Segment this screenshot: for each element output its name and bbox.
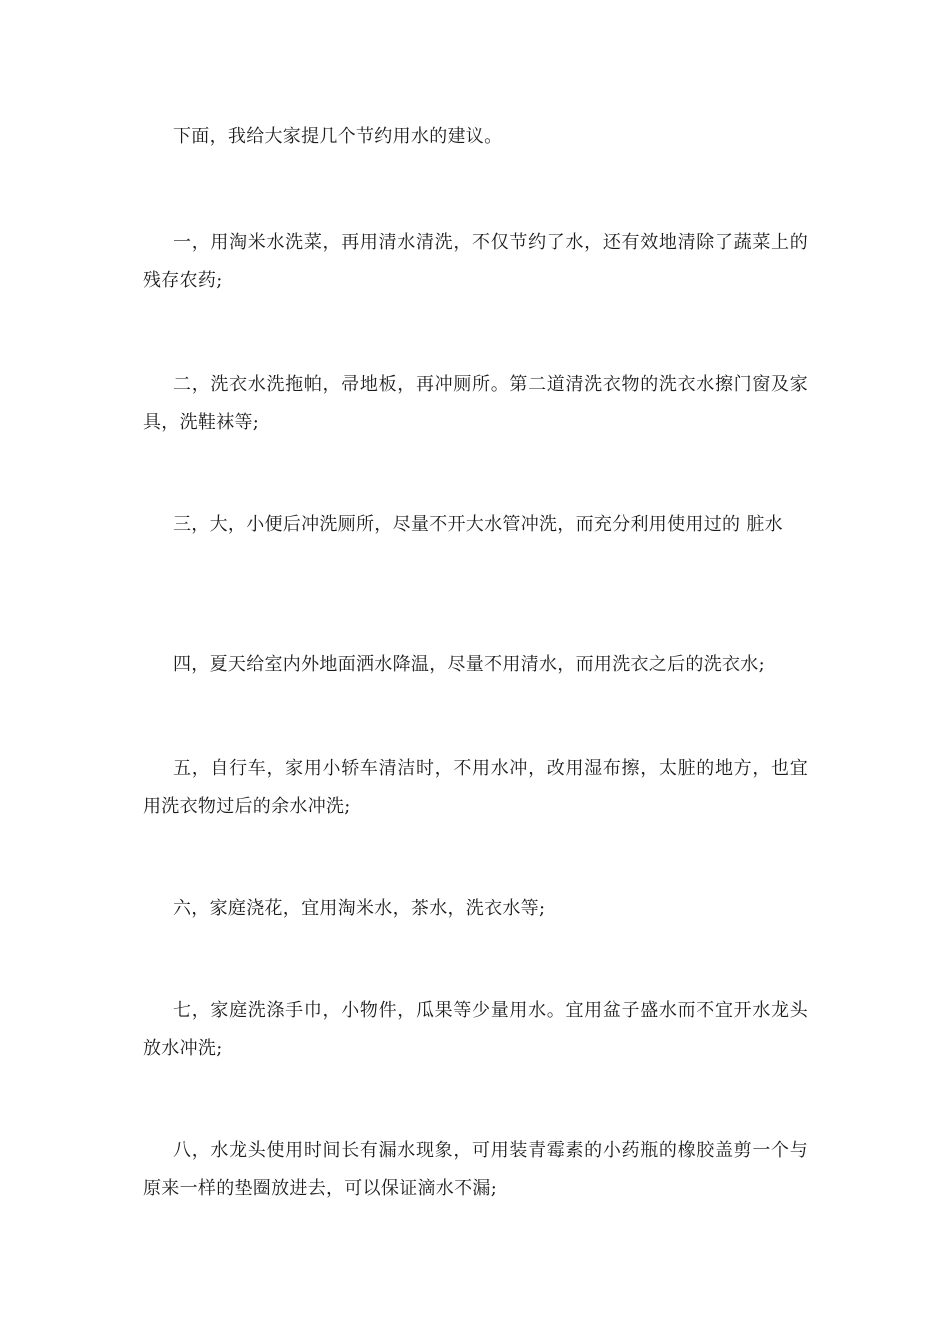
suggestion-3-paragraph: 三，大，小便后冲洗厕所，尽量不开大水管冲洗，而充分利用使用过的 脏水 xyxy=(173,514,783,535)
intro-paragraph: 下面，我给大家提几个节约用水的建议。 xyxy=(173,126,503,147)
suggestion-8-paragraph: 八，水龙头使用时间长有漏水现象，可用装青霉素的小药瓶的橡胶盖剪一个与原来一样的垫圈放进去，可以保证滴水不漏; xyxy=(143,1140,808,1199)
suggestion-4-paragraph: 四，夏天给室内外地面洒水降温，尽量不用清水，而用洗衣之后的洗衣水; xyxy=(173,654,765,675)
suggestion-5-paragraph: 五，自行车，家用小轿车清洁时，不用水冲，改用湿布擦，太脏的地方，也宜用洗衣物过后的余水冲洗; xyxy=(143,758,808,817)
suggestion-7-paragraph: 七，家庭洗涤手巾，小物件，瓜果等少量用水。宜用盆子盛水而不宜开水龙头放水冲洗; xyxy=(143,1000,808,1059)
suggestion-2-paragraph: 二，洗衣水洗拖帕，帚地板，再冲厕所。第二道清洗衣物的洗衣水擦门窗及家具，洗鞋袜等; xyxy=(143,374,808,433)
suggestion-6-paragraph: 六，家庭浇花，宜用淘米水，茶水，洗衣水等; xyxy=(173,898,546,919)
suggestion-1-paragraph: 一，用淘米水洗菜，再用清水清洗，不仅节约了水，还有效地清除了蔬菜上的残存农药; xyxy=(143,232,808,291)
